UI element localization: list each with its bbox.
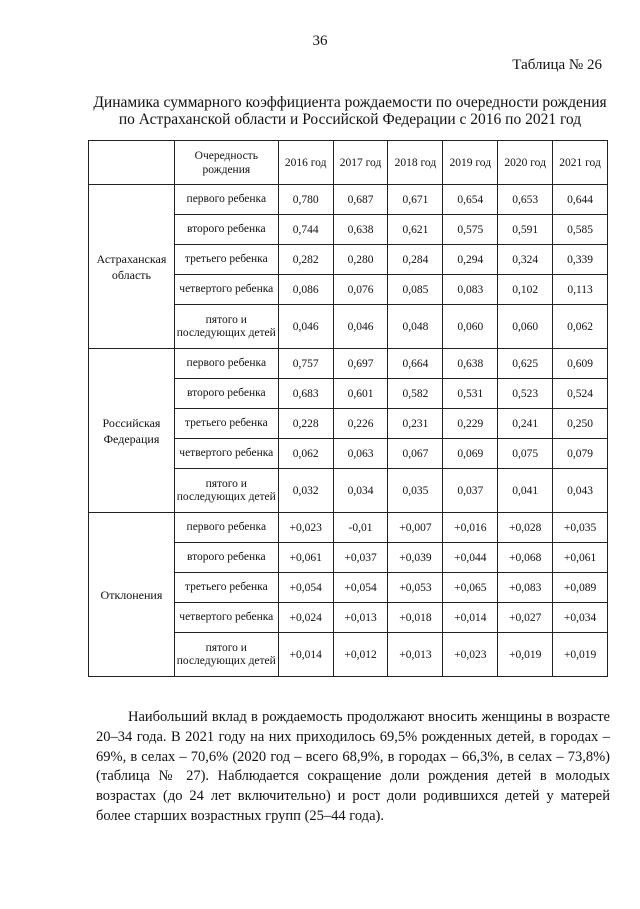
value-cell: 0,063 — [333, 439, 388, 469]
value-cell: +0,019 — [498, 633, 553, 677]
value-cell: +0,037 — [333, 543, 388, 573]
value-cell: +0,044 — [443, 543, 498, 573]
order-label: пятого и последующих детей — [174, 633, 278, 677]
value-cell: 0,585 — [553, 215, 608, 245]
order-label: второго ребенка — [174, 543, 278, 573]
value-cell: 0,324 — [498, 245, 553, 275]
table-title-line-1: Динамика суммарного коэффициента рождаемости по очередности рождения — [93, 94, 607, 111]
value-cell: +0,061 — [553, 543, 608, 573]
value-cell: 0,062 — [553, 305, 608, 349]
value-cell: 0,062 — [278, 439, 333, 469]
value-cell: 0,683 — [278, 379, 333, 409]
order-label: третьего ребенка — [174, 573, 278, 603]
value-cell: 0,060 — [498, 305, 553, 349]
value-cell: +0,083 — [498, 573, 553, 603]
header-order: Очередность рождения — [174, 141, 278, 185]
fertility-table — [88, 140, 608, 677]
group-label: Отклонения — [89, 513, 175, 677]
value-cell: 0,086 — [278, 275, 333, 305]
table-row — [89, 349, 608, 379]
value-cell: +0,014 — [443, 603, 498, 633]
value-cell: 0,284 — [388, 245, 443, 275]
value-cell: 0,113 — [553, 275, 608, 305]
value-cell: 0,609 — [553, 349, 608, 379]
order-label: первого ребенка — [174, 185, 278, 215]
order-label: третьего ребенка — [174, 409, 278, 439]
value-cell: +0,053 — [388, 573, 443, 603]
value-cell: 0,229 — [443, 409, 498, 439]
order-label: пятого и последующих детей — [174, 469, 278, 513]
value-cell: 0,524 — [553, 379, 608, 409]
value-cell: 0,294 — [443, 245, 498, 275]
value-cell: 0,653 — [498, 185, 553, 215]
value-cell: 0,041 — [498, 469, 553, 513]
value-cell: 0,644 — [553, 185, 608, 215]
value-cell: 0,250 — [553, 409, 608, 439]
value-cell: 0,046 — [278, 305, 333, 349]
value-cell: 0,075 — [498, 439, 553, 469]
order-label: третьего ребенка — [174, 245, 278, 275]
value-cell: 0,282 — [278, 245, 333, 275]
value-cell: 0,102 — [498, 275, 553, 305]
value-cell: +0,039 — [388, 543, 443, 573]
value-cell: 0,083 — [443, 275, 498, 305]
table-row — [89, 185, 608, 215]
header-year: 2018 год — [388, 141, 443, 185]
value-cell: +0,089 — [553, 573, 608, 603]
paragraph-text: Наибольший вклад в рождаемость продолжают вносить женщины в возрасте 20–34 года. В 2021 году на них приходилось 69,5% рожденных детей, в городах – 69%, в селах – 70,6% (2020 год – всего 68,9%, в городах – 66,3%, в селах – 73,8%) (таблица № 27). Наблюдается сокращение доли рождения детей в молодых возрастах (до 24 лет включительно) и рост доли родившихся детей у матерей более старших возрастных групп (25–44 года). — [96, 709, 610, 824]
value-cell: 0,060 — [443, 305, 498, 349]
value-cell: +0,013 — [333, 603, 388, 633]
value-cell: 0,226 — [333, 409, 388, 439]
header-group-cell — [89, 141, 175, 185]
value-cell: 0,697 — [333, 349, 388, 379]
value-cell: +0,014 — [278, 633, 333, 677]
value-cell: 0,780 — [278, 185, 333, 215]
value-cell: +0,018 — [388, 603, 443, 633]
order-label: четвертого ребенка — [174, 603, 278, 633]
order-label: первого ребенка — [174, 349, 278, 379]
value-cell: 0,339 — [553, 245, 608, 275]
value-cell: 0,241 — [498, 409, 553, 439]
value-cell: 0,757 — [278, 349, 333, 379]
order-label: второго ребенка — [174, 215, 278, 245]
value-cell: 0,654 — [443, 185, 498, 215]
value-cell: +0,035 — [553, 513, 608, 543]
value-cell: 0,067 — [388, 439, 443, 469]
header-year: 2020 год — [498, 141, 553, 185]
value-cell: +0,023 — [443, 633, 498, 677]
value-cell: 0,085 — [388, 275, 443, 305]
value-cell: 0,079 — [553, 439, 608, 469]
value-cell: 0,048 — [388, 305, 443, 349]
value-cell: -0,01 — [333, 513, 388, 543]
order-label: четвертого ребенка — [174, 439, 278, 469]
table-label: Таблица № 26 — [512, 57, 602, 73]
group-label: Астраханская область — [89, 185, 175, 349]
value-cell: 0,037 — [443, 469, 498, 513]
value-cell: +0,068 — [498, 543, 553, 573]
table-header-row — [89, 141, 608, 185]
table-row — [89, 513, 608, 543]
header-year: 2021 год — [553, 141, 608, 185]
value-cell: 0,228 — [278, 409, 333, 439]
table-title — [60, 94, 640, 128]
table-title-line-2: по Астраханской области и Российской Федерации с 2016 по 2021 год — [118, 111, 582, 128]
value-cell: 0,575 — [443, 215, 498, 245]
page-number: 36 — [312, 33, 328, 49]
value-cell: 0,582 — [388, 379, 443, 409]
group-label: Российская Федерация — [89, 349, 175, 513]
value-cell: 0,032 — [278, 469, 333, 513]
value-cell: 0,069 — [443, 439, 498, 469]
order-label: первого ребенка — [174, 513, 278, 543]
value-cell: +0,024 — [278, 603, 333, 633]
value-cell: 0,625 — [498, 349, 553, 379]
value-cell: 0,076 — [333, 275, 388, 305]
value-cell: 0,601 — [333, 379, 388, 409]
value-cell: 0,043 — [553, 469, 608, 513]
value-cell: +0,007 — [388, 513, 443, 543]
value-cell: 0,531 — [443, 379, 498, 409]
value-cell: +0,023 — [278, 513, 333, 543]
body-paragraph — [96, 708, 610, 827]
value-cell: 0,664 — [388, 349, 443, 379]
value-cell: +0,054 — [333, 573, 388, 603]
value-cell: 0,523 — [498, 379, 553, 409]
header-year: 2017 год — [333, 141, 388, 185]
value-cell: 0,231 — [388, 409, 443, 439]
value-cell: 0,744 — [278, 215, 333, 245]
value-cell: +0,012 — [333, 633, 388, 677]
value-cell: 0,280 — [333, 245, 388, 275]
value-cell: 0,687 — [333, 185, 388, 215]
order-label: четвертого ребенка — [174, 275, 278, 305]
value-cell: 0,621 — [388, 215, 443, 245]
value-cell: 0,671 — [388, 185, 443, 215]
value-cell: 0,638 — [333, 215, 388, 245]
value-cell: 0,638 — [443, 349, 498, 379]
value-cell: +0,061 — [278, 543, 333, 573]
value-cell: 0,035 — [388, 469, 443, 513]
value-cell: +0,027 — [498, 603, 553, 633]
header-year: 2016 год — [278, 141, 333, 185]
value-cell: +0,013 — [388, 633, 443, 677]
value-cell: +0,019 — [553, 633, 608, 677]
value-cell: +0,016 — [443, 513, 498, 543]
order-label: второго ребенка — [174, 379, 278, 409]
value-cell: +0,034 — [553, 603, 608, 633]
value-cell: 0,034 — [333, 469, 388, 513]
value-cell: +0,028 — [498, 513, 553, 543]
order-label: пятого и последующих детей — [174, 305, 278, 349]
header-year: 2019 год — [443, 141, 498, 185]
value-cell: +0,065 — [443, 573, 498, 603]
value-cell: +0,054 — [278, 573, 333, 603]
value-cell: 0,046 — [333, 305, 388, 349]
value-cell: 0,591 — [498, 215, 553, 245]
